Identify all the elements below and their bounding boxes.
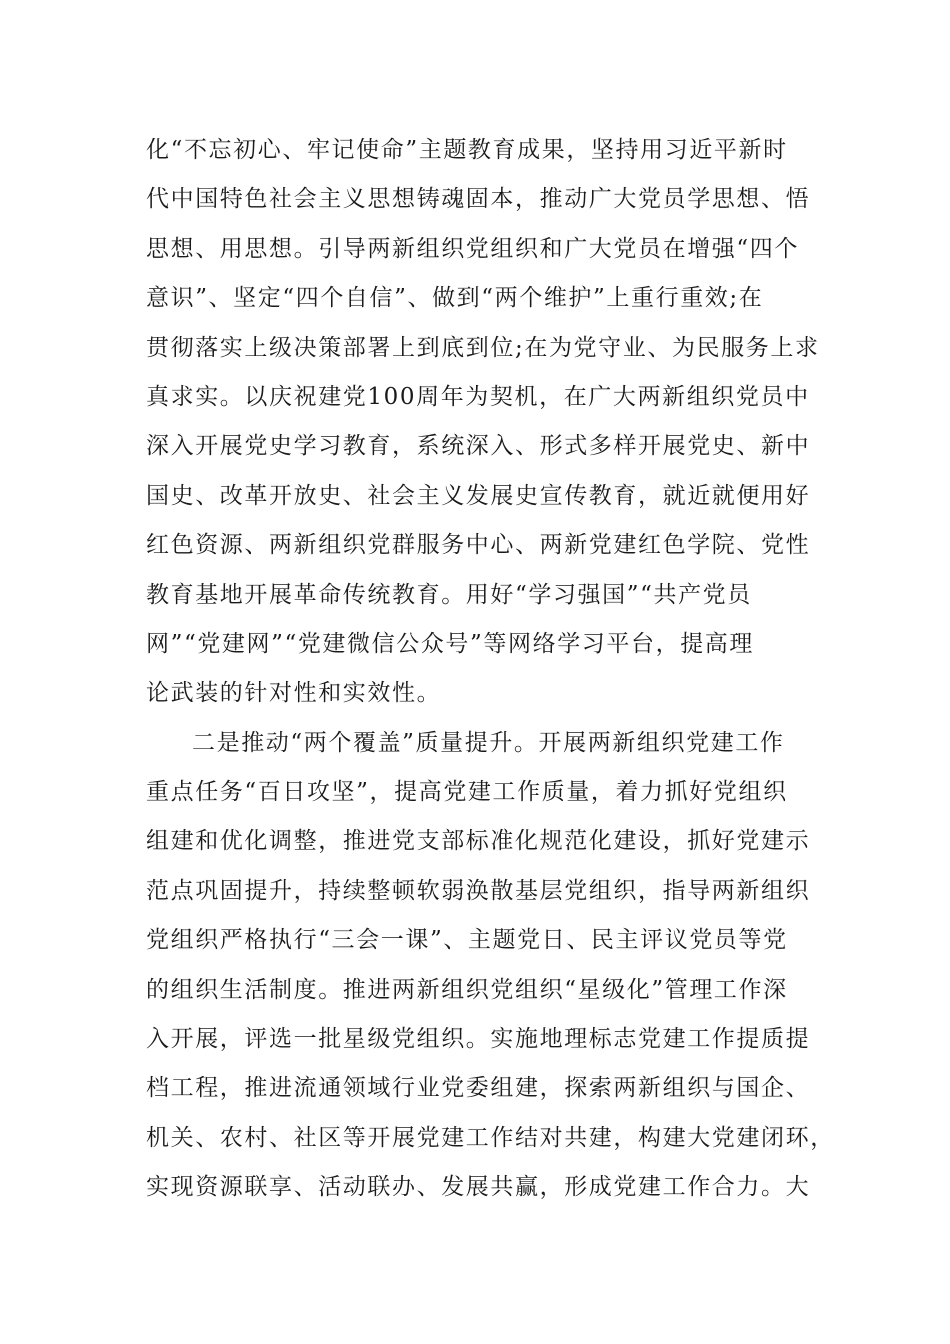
- text-line: 贯彻落实上级决策部署上到底到位;在为党守业、为民服务上求: [146, 334, 820, 361]
- text-line: 实现资源联享、活动联办、发展共赢，形成党建工作合力。大: [146, 1174, 811, 1201]
- paragraph-1: [146, 126, 820, 719]
- text-line: 化“不忘初心、牢记使命”主题教育成果，坚持用习近平新时: [146, 137, 788, 163]
- text-line: 思想、用思想。引导两新组织党组织和广大党员在增强“四个: [146, 235, 799, 262]
- text-line: 二是推动“两个覆盖”质量提升。开展两新组织党建工作: [192, 729, 785, 756]
- text-line: 意识”、坚定“四个自信”、做到“两个维护”上重行重效;在: [146, 285, 764, 312]
- text-line: 国史、改革开放史、社会主义发展史宣传教育，就近就便用好: [146, 482, 811, 509]
- text-line: 机关、农村、社区等开展党建工作结对共建，构建大党建闭环，: [146, 1124, 835, 1151]
- document-body: [146, 126, 835, 1213]
- text-line: 论武装的针对性和实效性。: [146, 680, 442, 707]
- text-line: 的组织生活制度。推进两新组织党组织“星级化”管理工作深: [146, 976, 788, 1003]
- text-line: 真求实。以庆祝建党100周年为契机，在广大两新组织党员中: [146, 383, 810, 410]
- text-line: 代中国特色社会主义思想铸魂固本，推动广大党员学思想、悟: [146, 186, 811, 213]
- text-line: 党组织严格执行“三会一课”、主题党日、民主评议党员等党: [146, 927, 788, 954]
- text-line: 范点巩固提升，持续整顿软弱涣散基层党组织，指导两新组织: [146, 877, 811, 904]
- text-line: 网”“党建网”“党建微信公众号”等网络学习平台，提高理: [146, 630, 754, 657]
- text-line: 入开展，评选一批星级党组织。实施地理标志党建工作提质提: [146, 1026, 811, 1053]
- paragraph-2: [146, 719, 835, 1213]
- text-line: 教育基地开展革命传统教育。用好“学习强国”“共产党员: [146, 581, 752, 608]
- text-line: 深入开展党史学习教育，系统深入、形式多样开展党史、新中: [146, 433, 811, 460]
- text-line: 组建和优化调整，推进党支部标准化规范化建设，抓好党建示: [146, 828, 811, 855]
- text-line: 重点任务“百日攻坚”，提高党建工作质量，着力抓好党组织: [146, 779, 788, 806]
- text-line: 红色资源、两新组织党群服务中心、两新党建红色学院、党性: [146, 532, 811, 559]
- text-line: 档工程，推进流通领域行业党委组建，探索两新组织与国企、: [146, 1075, 811, 1102]
